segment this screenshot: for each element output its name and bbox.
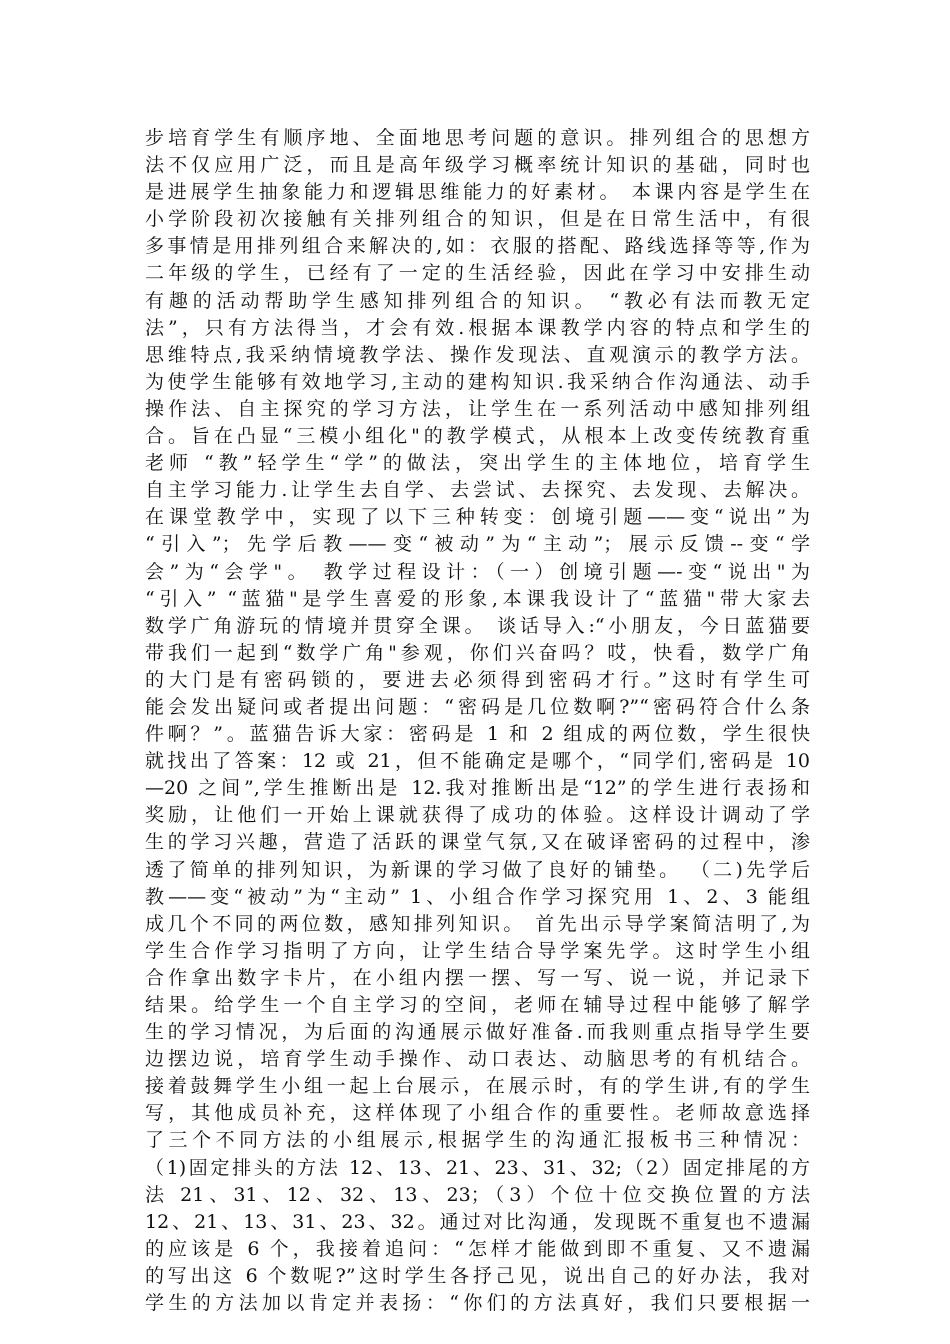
paragraph-line: 写，其他成员补充，这样体现了小组合作的重要性。老师故意选择 bbox=[145, 1102, 810, 1125]
paragraph-line: “引入” “蓝猫"是学生喜爱的形象,本课我设计了“蓝猫"带大家去 bbox=[145, 587, 810, 610]
paragraph-line: 多事情是用排列组合来解决的,如：衣服的搭配、路线选择等等,作为 bbox=[145, 235, 810, 258]
paragraph-line: 有趣的活动帮助学生感知排列组合的知识。 “教必有法而教无定 bbox=[145, 289, 810, 312]
paragraph-line: 为使学生能够有效地学习,主动的建构知识.我采纳合作沟通法、动手 bbox=[145, 370, 810, 393]
paragraph-line: （1)固定排头的方法 12、13、21、23、31、32;（2）固定排尾的方 bbox=[145, 1156, 810, 1179]
paragraph-line: 小学阶段初次接触有关排列组合的知识，但是在日常生活中，有很 bbox=[145, 208, 810, 231]
paragraph-line: 教——变“被动”为“主动” 1、小组合作学习探究用 1、2、3 能组 bbox=[145, 885, 810, 908]
paragraph-line: 边摆边说，培育学生动手操作、动口表达、动脑思考的有机结合。 bbox=[145, 1048, 810, 1071]
paragraph-line: 数学广角游玩的情境并贯穿全课。 谈话导入:“小朋友，今日蓝猫要 bbox=[145, 614, 810, 637]
paragraph-line: 合。旨在凸显“三模小组化"的教学模式，从根本上改变传统教育重 bbox=[145, 425, 810, 448]
paragraph-line: 生的学习兴趣，营造了活跃的课堂气氛,又在破译密码的过程中，渗 bbox=[145, 831, 810, 854]
paragraph-line: 的写出这 6 个数呢?”这时学生各抒己见，说出自己的好办法，我对 bbox=[145, 1264, 810, 1287]
paragraph-line: 是进展学生抽象能力和逻辑思维能力的好素材。 本课内容是学生在 bbox=[145, 181, 810, 204]
paragraph-line: 的应该是 6 个，我接着追问：“怎样才能做到即不重复、又不遗漏 bbox=[145, 1237, 810, 1260]
paragraph-line: 法 21、31、12、32、13、23；（3）个位十位交换位置的方法 bbox=[145, 1183, 810, 1206]
paragraph-line: 步培育学生有顺序地、全面地思考问题的意识。排列组合的思想方 bbox=[145, 127, 810, 149]
paragraph-line: 法”，只有方法得当，才会有效.根据本课教学内容的特点和学生的 bbox=[145, 316, 810, 339]
paragraph-line: 接着鼓舞学生小组一起上台展示，在展示时，有的学生讲,有的学生 bbox=[145, 1075, 810, 1098]
paragraph-line: “引入”；先学后教——变“被动”为“主动”；展示反馈--变“学 bbox=[145, 533, 810, 556]
paragraph-line: 的大门是有密码锁的，要进去必须得到密码才行。”这时有学生可 bbox=[145, 668, 810, 691]
paragraph-line: 成几个不同的两位数，感知排列知识。 首先出示导学案简洁明了,为 bbox=[145, 912, 810, 935]
paragraph-line: 带我们一起到“数学广角"参观，你们兴奋吗？哎，快看，数学广角 bbox=[145, 641, 810, 664]
paragraph-line: —20 之间”,学生推断出是 12.我对推断出是“12”的学生进行表扬和 bbox=[145, 777, 810, 800]
paragraph-line: 操作法、自主探究的学习方法，让学生在一系列活动中感知排列组 bbox=[145, 397, 810, 420]
paragraph-line: 思维特点,我采纳情境教学法、操作发现法、直观演示的教学方法。 bbox=[145, 343, 810, 366]
paragraph-line: 12、21、13、31、23、32。通过对比沟通，发现既不重复也不遗漏 bbox=[145, 1210, 810, 1233]
paragraph-line: 生的学习情况，为后面的沟通展示做好准备.而我则重点指导学生要 bbox=[145, 1021, 810, 1044]
paragraph-line: 结果。给学生一个自主学习的空间，老师在辅导过程中能够了解学 bbox=[145, 994, 810, 1016]
paragraph-line: 就找出了答案：12 或 21，但不能确定是哪个，“同学们,密码是 10 bbox=[145, 750, 810, 773]
paragraph-line: 在课堂教学中，实现了以下三种转变：创境引题——变“说出”为 bbox=[145, 506, 810, 529]
paragraph-line: 老师 “教”轻学生“学”的做法，突出学生的主体地位，培育学生 bbox=[145, 452, 810, 475]
paragraph-line: 自主学习能力.让学生去自学、去尝试、去探究、去发现、去解决。 bbox=[145, 479, 810, 502]
paragraph-line: 奖励，让他们一开始上课就获得了成功的体验。这样设计调动了学 bbox=[145, 804, 810, 827]
paragraph-line: 合作拿出数字卡片，在小组内摆一摆、写一写、说一说，并记录下 bbox=[145, 966, 810, 989]
paragraph-line: 学生的方法加以肯定并表扬：“你们的方法真好，我们只要根据一 bbox=[145, 1292, 810, 1315]
paragraph-line: 二年级的学生，已经有了一定的生活经验，因此在学习中安排生动 bbox=[145, 262, 810, 285]
paragraph-line: 件啊？”。蓝猫告诉大家：密码是 1 和 2 组成的两位数，学生很快 bbox=[145, 723, 810, 746]
paragraph-line: 学生合作学习指明了方向，让学生结合导学案先学。这时学生小组 bbox=[145, 939, 810, 962]
paragraph-line: 法不仅应用广泛，而且是高年级学习概率统计知识的基础，同时也 bbox=[145, 154, 810, 177]
paragraph-line: 能会发出疑问或者提出问题：“密码是几位数啊?”“密码符合什么条 bbox=[145, 695, 810, 718]
paragraph-line: 透了简单的排列知识，为新课的学习做了良好的铺垫。 （二)先学后 bbox=[145, 858, 810, 881]
paragraph-line: 了三个不同方法的小组展示,根据学生的沟通汇报板书三种情况： bbox=[145, 1129, 810, 1152]
document-page bbox=[145, 125, 810, 1317]
paragraph-line: 会”为“会学"。 教学过程设计：（一）创境引题—-变“说出"为 bbox=[145, 560, 810, 583]
